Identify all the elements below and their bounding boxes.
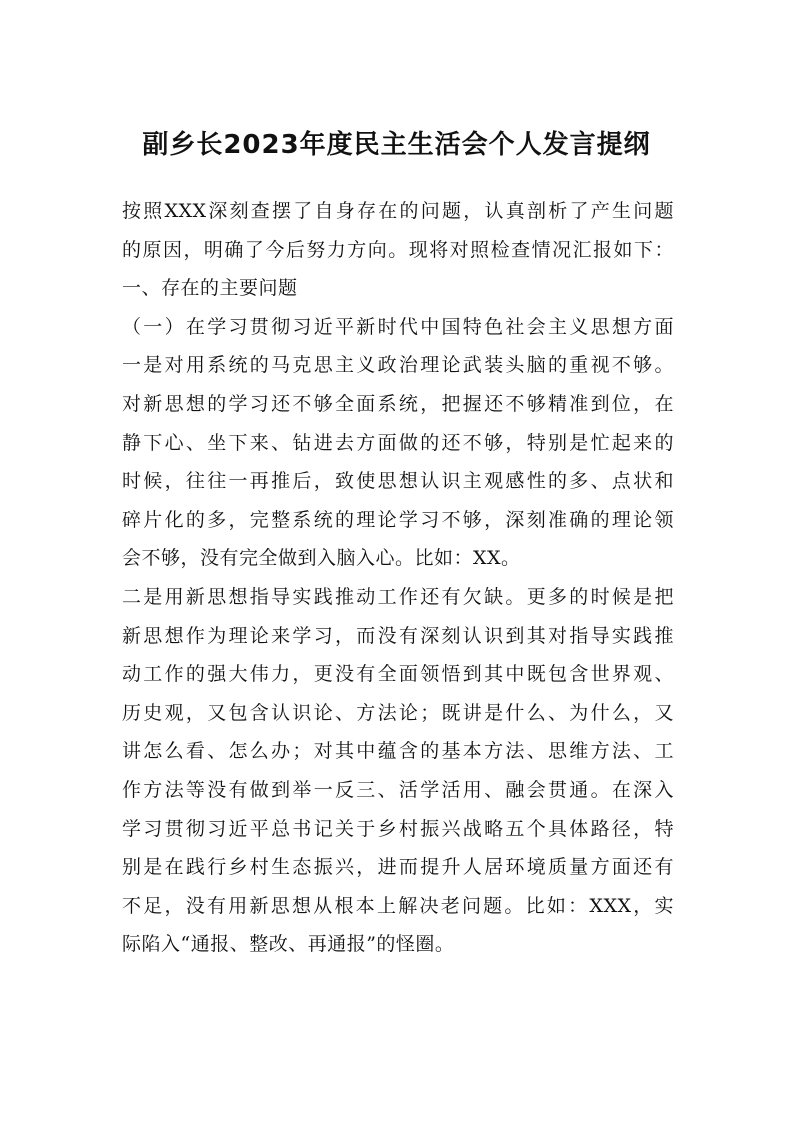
body-line: 际陷入“通报、整改、再通报”的怪圈。 — [122, 933, 455, 956]
body-line: 一、存在的主要问题 — [122, 277, 298, 300]
body-line: 讲怎么看、怎么办；对其中蕴含的基本方法、思维方法、工 — [122, 740, 674, 763]
body-line: 对新思想的学习还不够全面系统，把握还不够精准到位，在 — [122, 392, 674, 415]
body-line: 不足，没有用新思想从根本上解决老问题。比如：XXX，实 — [122, 894, 674, 917]
body-line: 的原因，明确了今后努力方向。现将对照检查情况汇报如下： — [122, 238, 674, 261]
body-line: （一）在学习贯彻习近平新时代中国特色社会主义思想方面 — [122, 315, 674, 338]
body-line: 别是在践行乡村生态振兴，进而提升人居环境质量方面还有 — [122, 856, 674, 879]
body-line: 一是对用系统的马克思主义政治理论武装头脑的重视不够。 — [122, 354, 674, 377]
body-line: 静下心、坐下来、钻进去方面做的还不够，特别是忙起来的 — [122, 431, 674, 454]
body-line: 会不够，没有完全做到入脑入心。比如：XX。 — [122, 547, 521, 570]
body-line: 作方法等没有做到举一反三、活学活用、融会贯通。在深入 — [122, 778, 674, 801]
body-line: 二是用新思想指导实践推动工作还有欠缺。更多的时候是把 — [122, 585, 674, 608]
document-body — [122, 192, 674, 964]
body-line: 学习贯彻习近平总书记关于乡村振兴战略五个具体路径，特 — [122, 817, 674, 840]
body-line: 按照XXX深刻查摆了自身存在的问题，认真剖析了产生问题 — [122, 200, 674, 222]
body-line: 新思想作为理论来学习，而没有深刻认识到其对指导实践推 — [122, 624, 674, 647]
body-line: 碎片化的多，完整系统的理论学习不够，深刻准确的理论领 — [122, 508, 674, 531]
body-line: 动工作的强大伟力，更没有全面领悟到其中既包含世界观、 — [122, 663, 674, 686]
body-line: 历史观，又包含认识论、方法论；既讲是什么、为什么，又 — [122, 701, 674, 724]
document-title: 副乡长2023年度民主生活会个人发言提纲 — [142, 130, 651, 160]
body-line: 时候，往往一再推后，致使思想认识主观感性的多、点状和 — [122, 470, 674, 493]
